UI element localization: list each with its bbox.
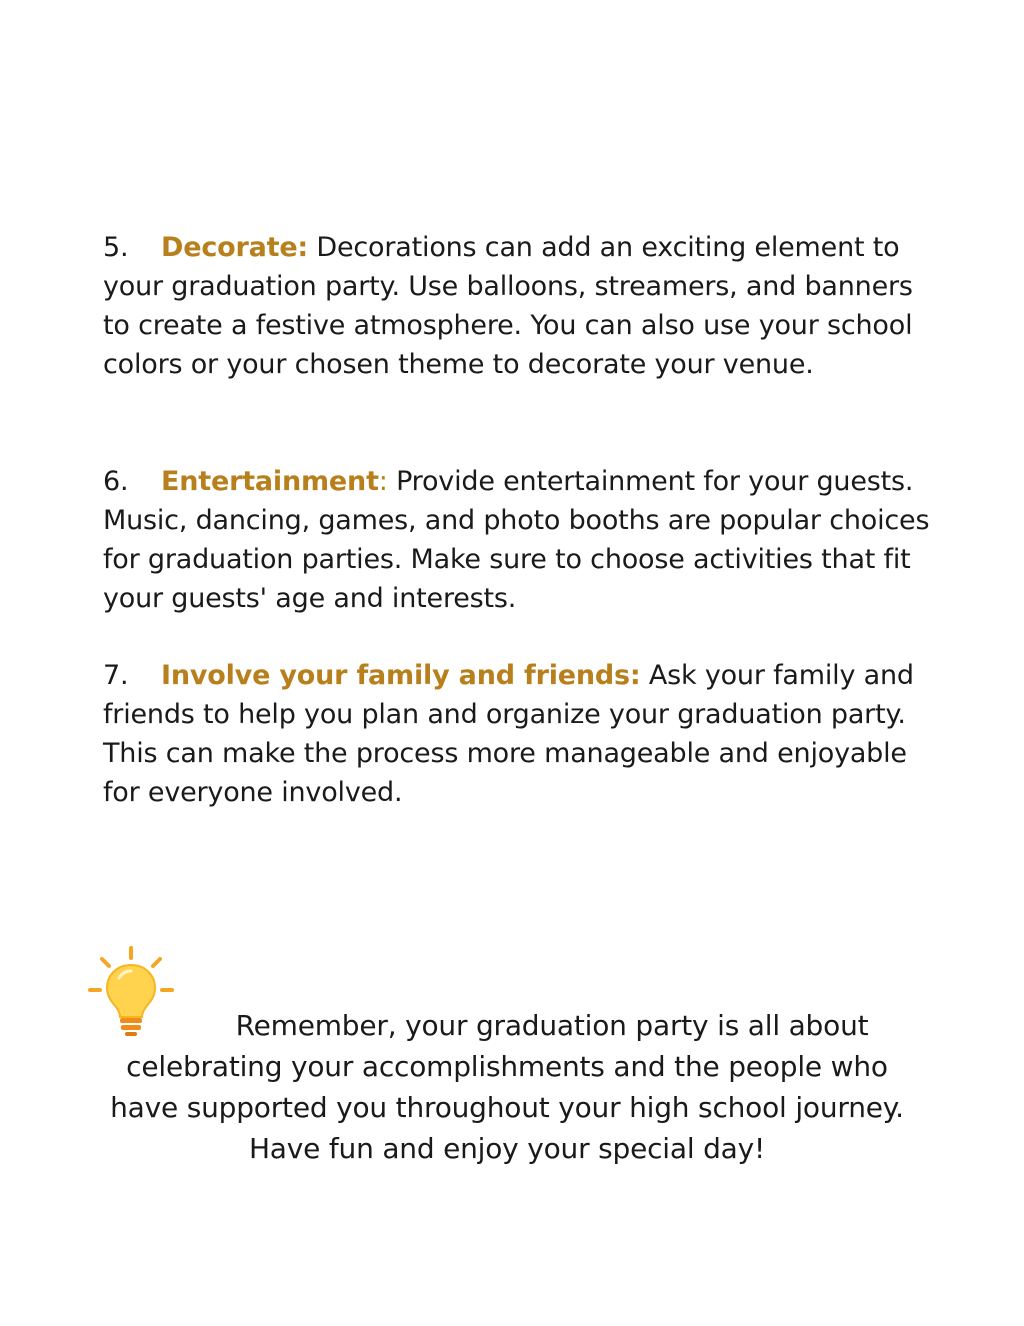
tip-heading: Involve your family and friends: bbox=[161, 660, 641, 691]
closing-line: have supported you throughout your high school journey. bbox=[110, 1091, 904, 1124]
tip-body: Ask your family and friends to help you plan and organize your graduation party. This can make the process more manageable and enjoyable for everyone involved. bbox=[103, 660, 914, 808]
closing-line: Have fun and enjoy your special day! bbox=[248, 1132, 766, 1165]
tip-involve-family bbox=[103, 656, 943, 812]
tip-heading: Decorate: bbox=[161, 232, 309, 263]
tip-heading: Entertainment bbox=[161, 466, 379, 497]
closing-message bbox=[82, 1005, 932, 1169]
tip-number: 7. bbox=[103, 660, 129, 691]
tip-number: 5. bbox=[103, 232, 129, 263]
tip-number: 6. bbox=[103, 466, 129, 497]
tip-body: Decorations can add an exciting element to your graduation party. Use balloons, streamers, and banners to create a festive atmosphere. You can also use your school colors or your chosen theme to decorate your venue. bbox=[103, 232, 913, 380]
tip-entertainment bbox=[103, 462, 943, 618]
tip-body: Provide entertainment for your guests. Music, dancing, games, and photo booths are popular choices for graduation parties. Make sure to choose activities that fit your guests' age and interests. bbox=[103, 466, 930, 614]
closing-line: Remember, your graduation party is all about bbox=[235, 1009, 869, 1042]
tip-decorate bbox=[103, 228, 943, 384]
closing-line: celebrating your accomplishments and the people who bbox=[126, 1050, 888, 1083]
tip-heading-punct: : bbox=[378, 466, 388, 497]
